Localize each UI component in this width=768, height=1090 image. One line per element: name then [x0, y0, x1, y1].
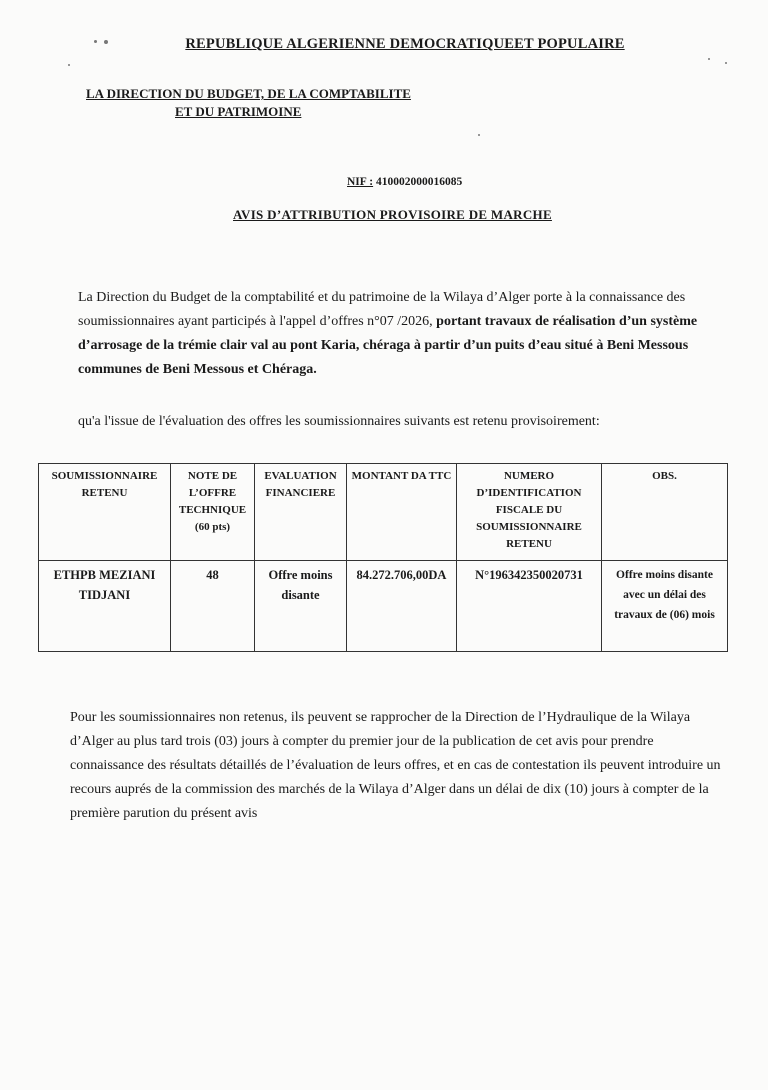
cell-soumissionnaire: ETHPB MEZIANI TIDJANI [39, 561, 171, 652]
cell-evaluation: Offre moins disante [255, 561, 347, 652]
nif-line [347, 176, 462, 188]
intro-text: La Direction du Budget de la comptabilité et du patrimoine de la Wilaya d’Alger porte à la connaissance des soumissionnaires ayant participés à l'appel d’offres n°07 /2026, [78, 290, 686, 329]
scan-speck [478, 134, 480, 136]
header-note-technique: NOTE DE L’OFFRE TECHNIQUE (60 pts) [171, 464, 255, 561]
republic-heading: REPUBLIQUE ALGERIENNE DEMOCRATIQUEET POPULAIRE [185, 36, 625, 52]
intro-text-bold: portant travaux de réalisation d’un système d’arrosage de la trémie clair val au pont Karia, chéraga à partir d’un puits d’eau situé à Beni Messous communes de Beni Messous et Chéraga. [78, 314, 698, 377]
direction-heading-line2: ET DU PATRIMOINE [175, 104, 302, 119]
lead-sentence: qu'a l'issue de l'évaluation des offres les soumissionnaires suivants est retenu provisoirement: [78, 414, 600, 429]
header-obs: OBS. [602, 464, 728, 561]
closing-paragraph: Pour les soumissionnaires non retenus, ils peuvent se rapprocher de la Direction de l’Hydraulique de la Wilaya d’Alger au plus tard trois (03) jours à compter du premier jour de la publication de cet avis pour prendre connaissance des résultats détaillés de l’évaluation de leurs offres, et en cas de contestation ils peuvent introduire un recours auprés de la commission des marchés de la Wilaya d’Alger dans un délai de dix (10) jours à compter de la première parution du présent avis [70, 710, 721, 821]
cell-montant: 84.272.706,00DA [347, 561, 457, 652]
scan-speck [68, 64, 70, 66]
scan-speck [725, 62, 727, 64]
attribution-table [38, 463, 728, 652]
scan-speck [708, 58, 710, 60]
nif-value: 410002000016085 [373, 176, 463, 188]
nif-label: NIF : [347, 176, 374, 188]
cell-obs: Offre moins disante avec un délai des travaux de (06) mois [602, 561, 728, 652]
cell-note: 48 [171, 561, 255, 652]
intro-paragraph [78, 286, 718, 382]
header-evaluation-financiere: EVALUATION FINANCIERE [255, 464, 347, 561]
table-row [39, 561, 728, 652]
direction-heading-line1: LA DIRECTION DU BUDGET, DE LA COMPTABILITE [86, 86, 411, 101]
document-title: AVIS D’ATTRIBUTION PROVISOIRE DE MARCHE [233, 207, 552, 222]
header-soumissionnaire: SOUMISSIONNAIRE RETENU [39, 464, 171, 561]
header-nif: NUMERO D’IDENTIFICATION FISCALE DU SOUMISSIONNAIRE RETENU [457, 464, 602, 561]
header-montant: MONTANT DA TTC [347, 464, 457, 561]
table-header-row [39, 464, 728, 561]
cell-nif: N°196342350020731 [457, 561, 602, 652]
